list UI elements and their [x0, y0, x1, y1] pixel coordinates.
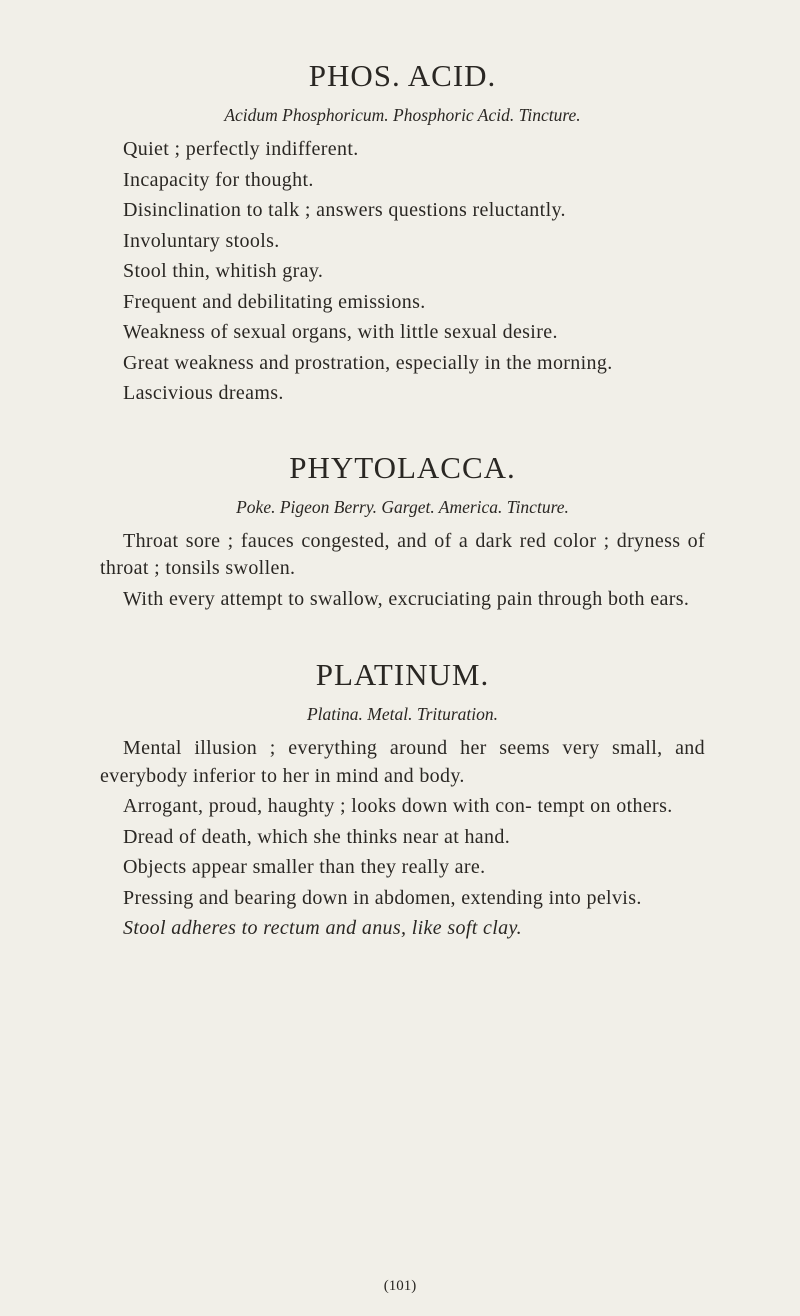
section-subtitle: Acidum Phosphoricum. Phosphoric Acid. Tincture.	[224, 105, 581, 125]
symptom-entry: Stool thin, whitish gray.	[123, 260, 324, 282]
symptom-entry: Stool adheres to rectum and anus, like soft clay.	[123, 917, 522, 939]
section-phos-acid	[100, 58, 705, 408]
symptom-entry: Weakness of sexual organs, with little sexual desire.	[123, 321, 558, 343]
symptom-entry: Lascivious dreams.	[123, 382, 284, 404]
symptom-entry: Incapacity for thought.	[123, 168, 314, 191]
section-subtitle: Platina. Metal. Trituration.	[306, 704, 499, 724]
symptom-entry: Objects appear smaller than they really are.	[123, 856, 486, 878]
book-page	[100, 58, 705, 946]
section-platinum	[100, 657, 705, 943]
page-number: (101)	[383, 1278, 417, 1294]
symptom-entry: Disinclination to talk ; answers questions reluctantly.	[123, 199, 566, 221]
symptom-entry: Involuntary stools.	[123, 229, 280, 252]
symptom-entry: Great weakness and prostration, especially in the morning.	[123, 351, 613, 374]
symptom-entry: Throat sore ; fauces congested, and of a dark red color ; dryness of throat ; tonsils swollen.	[100, 529, 705, 579]
symptom-entry: Pressing and bearing down in abdomen, extending into pelvis.	[123, 886, 642, 909]
symptom-entry: Quiet ; perfectly indifferent.	[123, 138, 359, 160]
section-heading: PHYTOLACCA.	[289, 449, 516, 485]
symptom-entry: With every attempt to swallow, excruciating pain through both ears.	[123, 587, 690, 610]
section-heading: PLATINUM.	[315, 657, 490, 692]
section-subtitle: Poke. Pigeon Berry. Garget. America. Tincture.	[236, 496, 569, 517]
section-heading: PHOS. ACID.	[308, 58, 497, 93]
symptom-entry: Dread of death, which she thinks near at hand.	[123, 825, 511, 848]
symptom-entry: Arrogant, proud, haughty ; looks down with con- tempt on others.	[123, 795, 673, 817]
symptom-entry: Frequent and debilitating emissions.	[123, 290, 426, 313]
symptom-entry: Mental illusion ; everything around her seems very small, and everybody inferior to her in mind and body.	[100, 737, 705, 787]
section-phytolacca	[100, 450, 705, 614]
